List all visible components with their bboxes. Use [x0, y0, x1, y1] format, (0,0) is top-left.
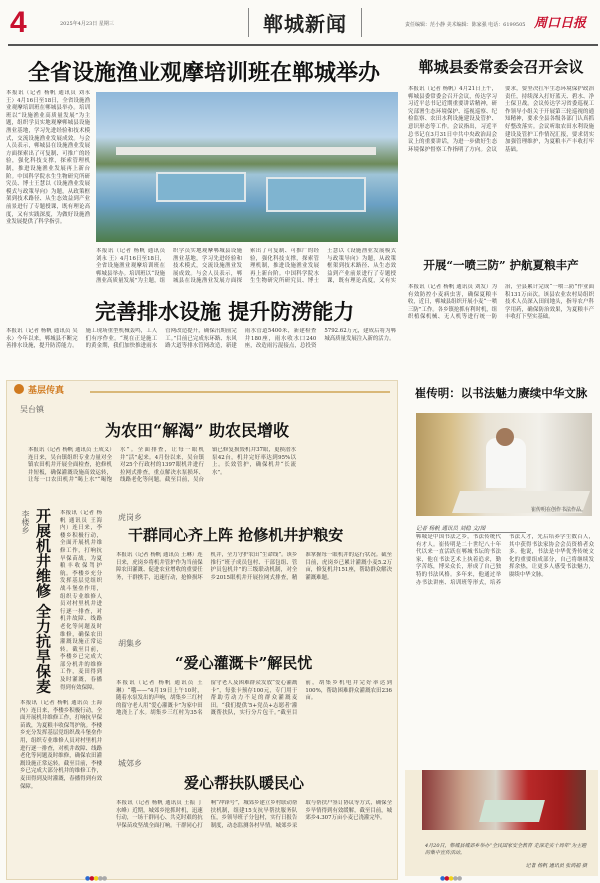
header-divider [8, 44, 598, 46]
town-label: 李楼乡 [21, 510, 30, 534]
feature-section-label: 基层传真 [28, 386, 65, 396]
standing-committee-body: 本报讯（记者 杨帆）4月21日上午，郸城县委常委会召开会议，传达学习习近平总书记近期重要讲话精神，研究部署生态环境保护、巡视巡察、纪检监察、农田水利设施建设及管护、意识形态等工作。会议指出，习近平总书记在3月31日中共中央政治局会议上的重要讲话，为进一步做好生态环境保护督察工作指明了方向。会议要求，要坚决扛牢生态环境保护政治责任，持续深入打好蓝天、碧水、净土保卫战。会议传达学习省委巡视工作领导小组关于开展第三轮巡视的通知精神，要求全县各级各部门认真抓好整改落实。会议听取农田水利设施建设及管护工作情况汇报，要求切实加强管理维护，为夏粮丰产丰收打牢基础。 [408, 86, 594, 153]
hugang-body: 本报讯（记者 杨帆 通讯员 王琳）连日来，虎岗乡将机井管护作为当前保障农田灌溉、促进农业增收的重要任务，干群携手，迅速行动，抢修损坏机井，全力守护农田“生命线”。该乡推行“班子成员包村、干部包组、管护员包机井”的三级联动机制，对全乡2015眼机井开展拉网式排查，精准掌握每一眼机井的运行状况。截至目前，虎岗乡已累计灌溉小麦5.2万亩，修复机井151座，帮助群众解决灌溉难题。 [116, 552, 392, 581]
chengjiao-body: 本报讯（记者 杨帆 通讯员 王振 丁水峰）近期，城郊乡抢抓时机，迅速行动，一场干群同心、共克时艰的抗旱保苗攻坚战全面打响。干群同心打响“冲锋号”，城郊乡建立乡村联动帮扶机制，组建15支抗旱帮扶服务队伍，乡领导班子分包村，实行日报告制度，动态监测各村旱情。城郊乡采取与帮扶户签订协议等方式，确保全乡旱情得到有效缓解，截至目前，城郊乡4.307万亩小麦已浇灌完毕。 [116, 800, 392, 829]
feature-divider [90, 391, 390, 393]
huji-body: 本报讯（记者 杨帆 通讯员 王琳）“哦——”4月19日上午10时，随着水泵发出的声响，胡集乡三红村的留守老人用“爱心灌溉卡”为家中田地浇上了水。胡集乡三红村为35名留守老人及困难群众发放“爱心灌溉卡”，每张卡预存100元，专门用于帮助劳动力不足的群众灌溉麦田。“我们提供‘5+党员+志愿者’灌溉帮扶队，实行分片包干。”截至目前，胡集乡机电井完好率达到100%，帮助困难群众灌溉农田236亩。 [116, 680, 392, 717]
drainage-headline: 完善排水设施 提升防涝能力 [95, 299, 355, 324]
calligraphy-headline: 崔传明：以书法魅力赓续中华文脉 [414, 386, 588, 400]
lilou-headline: 开展机井维修 全力抗旱保麦 [34, 508, 52, 694]
lead-body-continued: 本报讯（记者 杨帆 通讯员 刘永 王）4月16日至18日，全省设施渔业观摩培训班在郸城县举办。培训班以“设施渔业高质量发展”为主题，组织学员实地观摩郸城县设施渔业基地，学习先进经验和技术模式，交流设施渔业发展成效。与会人员表示，郸城县在设施渔业发展方面探索出了可复制、可推广的经验，强化科技支撑，探索管理机制，推进设施渔业发展再上新台阶。中国科学院水生生物研究所研究员、博士王慧以《设施渔业发展模式与政策导向》为题，从政策框架到技术路径、从生态效益到产业前景进行了专题授课，既有理论高度，又有实 [96, 248, 396, 285]
photo-caption: 崔传明在创作书法作品。 [530, 507, 586, 513]
lead-photo-fishery [96, 92, 398, 242]
wutai-headline: 为农田“解渴” 助农民增收 [105, 421, 289, 440]
bottom-photo-caption: 4月20日，郸城县城郊乡举办“全民国家安全教育 走深走实十周年”为主题的集中宣传活动。 [425, 843, 587, 856]
hugang-headline: 干群同心齐上阵 抢修机井护粮安 [128, 526, 344, 544]
town-label: 城郊乡 [118, 759, 142, 768]
town-label: 虎岗乡 [118, 513, 142, 522]
bottom-photo-credit: 记者 杨帆 通讯员 张鸿福 摄 [525, 863, 587, 869]
town-label: 吴台镇 [20, 405, 44, 414]
lead-headline: 全省设施渔业观摩培训班在郸城举办 [28, 60, 381, 86]
standing-committee-headline: 郸城县委常委会召开会议 [418, 58, 584, 76]
calligraphy-byline: 记者 杨帆 通讯员 刘稳 文/图 [416, 524, 526, 533]
pest-control-headline: 开展“一喷三防” 护航夏粮丰产 [423, 258, 579, 272]
wutai-body: 本报讯（记者 杨帆 通讯员 王成义）连日来，吴台镇组织专业力量对全镇农田机井开展全面检查，抢修机井短板，确保灌溉设施高效运转，让每一口农田机井“喝上水”“喝饱水”。全面排查，让每一眼机井“活”起来。4月份以来，吴台镇对25个行政村的1397眼机井进行拉网式排查，重点解决水泵损坏、线路老化等问题。截至目前，吴台镇已修复损毁机井37眼，更换潜水泵42台，机井完好率达到95%以上。长效管护，确保机井“长流水”。 [28, 447, 296, 484]
lilou-body: 本报讯（记者 杨帆 通讯员 王海内）连日来，李楼乡积极行动，全面开展机井维修工作，打响抗旱保苗战，为夏粮丰收保驾护航。李楼乡充分发挥基层党组织战斗堡垒作用，组织专业维修人员对村里机井进行逐一排查，对机井故障、线路老化等问题及时维修，确保农田灌溉设施正常运转。截至目前，李楼乡已完成大部分机井的维修工作，麦田得到及时灌溉，春播得到有效保障。 [60, 510, 102, 691]
huji-headline: “爱心灌溉卡”解民忧 [175, 654, 313, 672]
lead-body: 本报讯（记者 杨帆 通讯员 刘永 王）4月16日至18日，全省设施渔业观摩培训班在郸城县举办。培训班以“设施渔业高质量发展”为主题，组织学员实地观摩郸城县设施渔业基地，学习先进经验和技术模式，交流设施渔业发展成效。与会人员表示，郸城县在设施渔业发展方面探索出了可复制、可推广的经验，强化科技支撑，探索管理机制，推进设施渔业发展再上新台阶。中国科学院水生生物研究所研究员、博士王慧以《设施渔业发展模式与政策导向》为题，从政策框架到技术路径、从生态效益到产业前景进行了专题授课，既有理论高度，又有实践深度，为做好设施渔业发展提供了科学指引。 [6, 90, 90, 226]
calligraphy-photo [416, 413, 592, 516]
issue-date: 2025年4月23日 星期三 [60, 21, 114, 27]
arrow-bullet-icon [14, 384, 24, 394]
color-registration-marks: ●●●●● [85, 875, 107, 882]
page-number: 4 [10, 6, 27, 39]
chengjiao-headline: 爱心帮扶队暖民心 [184, 774, 305, 792]
town-label: 胡集乡 [118, 639, 142, 648]
color-registration-marks: ●●●●● [440, 875, 462, 882]
calligraphy-body: 郸城是中国书法之乡，书法传统代有才人。崔传明是二十世纪八十年代以来一直活跃在郸城书坛的书法家，他在书法艺术上执着追求，勤学苦练，博采众长，形成了自己独特的书法风格。多年来，他通过举办书法讲座、培训班等形式，培养书法人才，先后培养学生数百人，其中获得书法家协会会员资格者众多。他说，书法是中华优秀传统文化的重要组成部分，自己将继续发挥余热，让更多人感受书法魅力，赓续中华文脉。 [416, 534, 594, 586]
newspaper-logo: 周口日报 [534, 16, 587, 31]
editor-credits: 责任编辑：范小静 美术编辑：陈家强 电话：6199505 [405, 22, 526, 28]
section-title: 郸城新闻 [248, 8, 362, 37]
pest-control-body: 本报讯（记者 杨帆 通讯员 刘发）为有效防控小麦病虫害，确保夏粮丰收，近日，郸城县组织开展小麦“一喷三防”工作。各乡镇抢抓有利时机，组织植保机械、无人机等进行统一防治，全县累计完成“一喷三防”作业面积131万亩次。该县农业农村局组织技术人员深入田间地头，指导农户科学用药，确保防治效果，为夏粮丰产丰收打下坚实基础。 [408, 284, 594, 321]
drainage-body: 本报讯（记者 杨帆 通讯员 吴永）今年以来，郸城县不断完善排水设施，提升防涝能力。施工现场重型机械轰鸣，工人们有序作业。“现在正是施工的黄金期，我们加快推进雨水管网改造提升，确保汛期前完工。”目前已完成东环路、东风路大道等排水管网改造，新建雨水管道5400米，新建检查井180座，雨水收水口240座，改造雨污混接点，总投资5792.62万元，建成后将为郸城高质量发展注入新的活力。 [6, 328, 396, 350]
security-education-photo [422, 770, 586, 830]
lilou-body-continued: 本报讯（记者 杨帆 通讯员 王海内）连日来，李楼乡积极行动，全面开展机井维修工作，打响抗旱保苗战，为夏粮丰收保驾护航。李楼乡充分发挥基层党组织战斗堡垒作用，组织专业维修人员对村里机井进行逐一排查，对机井故障、线路老化等问题及时维修，确保农田灌溉设施正常运转。截至目前，李楼乡已完成大部分机井的维修工作，麦田得到及时灌溉，春播得到有效保障。 [20, 700, 102, 790]
